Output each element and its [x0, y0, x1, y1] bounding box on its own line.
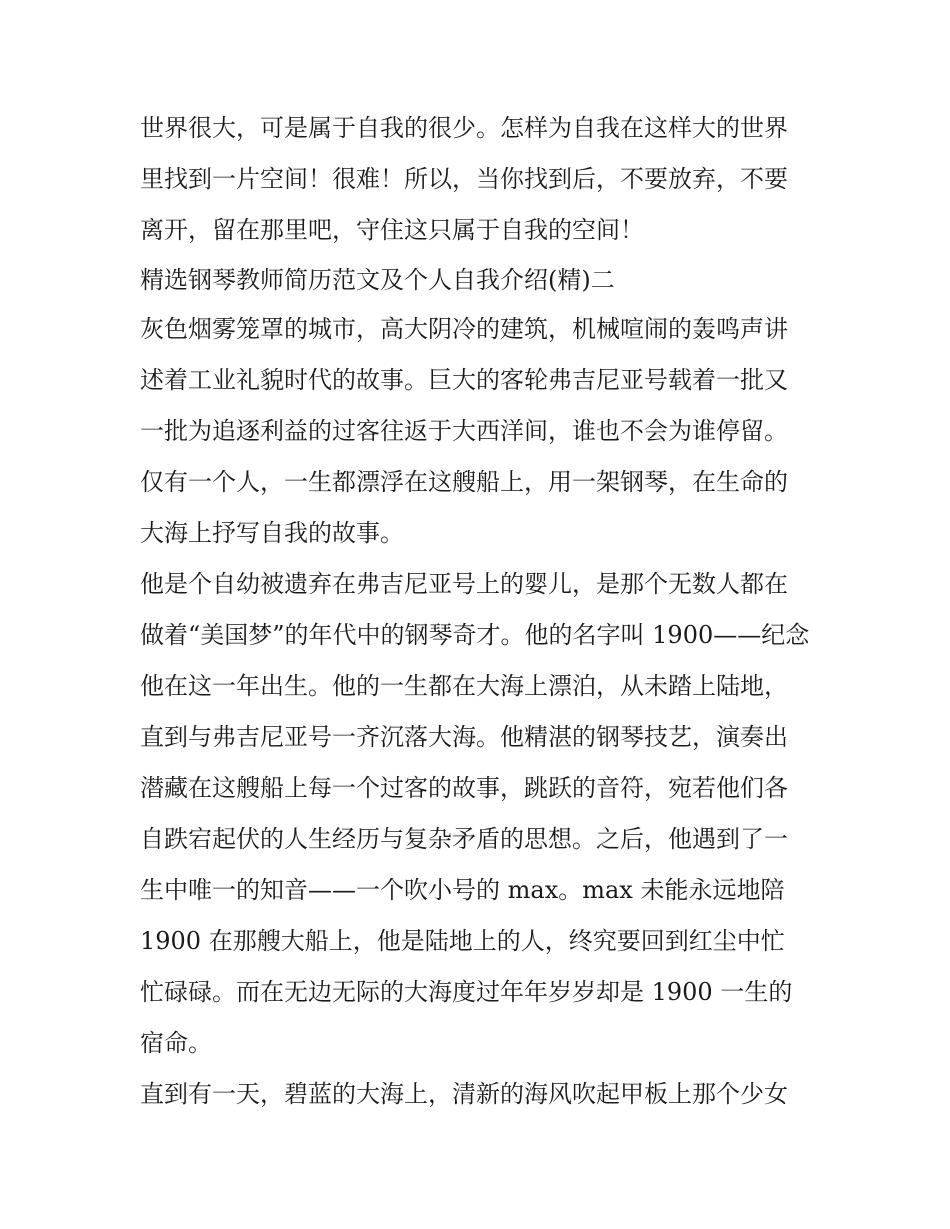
text-line: 宿命。	[140, 1029, 212, 1057]
document-body	[140, 103, 812, 1120]
text-line: 直到有一天，碧蓝的大海上，清新的海风吹起甲板上那个少女	[140, 1080, 788, 1108]
paragraph-2	[140, 304, 812, 559]
text-line: 述着工业礼貌时代的故事。巨大的客轮弗吉尼亚号载着一批又	[140, 366, 788, 394]
text-line: 灰色烟雾笼罩的城市，高大阴冷的建筑，机械喧闹的轰鸣声讲	[140, 315, 788, 343]
text-line: 他在这一年出生。他的一生都在大海上漂泊，从未踏上陆地，	[140, 672, 788, 700]
text-line: 1900 在那艘大船上，他是陆地上的人，终究要回到红尘中忙	[140, 927, 785, 955]
text-line: 直到与弗吉尼亚号一齐沉落大海。他精湛的钢琴技艺，演奏出	[140, 723, 788, 751]
paragraph-1	[140, 103, 812, 256]
text-line: 潜藏在这艘船上每一个过客的故事，跳跃的音符，宛若他们各	[140, 774, 788, 802]
text-line: 仅有一个人，一生都漂浮在这艘船上，用一架钢琴，在生命的	[140, 468, 788, 496]
paragraph-4	[140, 1069, 812, 1120]
section-heading	[140, 256, 812, 304]
text-line: 忙碌碌。而在无边无际的大海度过年年岁岁却是 1900 一生的	[140, 978, 793, 1006]
text-line: 他是个自幼被遗弃在弗吉尼亚号上的婴儿，是那个无数人都在	[140, 570, 788, 598]
text-line: 世界很大，可是属于自我的很少。怎样为自我在这样大的世界	[140, 114, 788, 142]
text-line: 一批为追逐利益的过客往返于大西洋间，谁也不会为谁停留。	[140, 417, 788, 445]
text-line: 大海上抒写自我的故事。	[140, 519, 404, 547]
text-line: 自跌宕起伏的人生经历与复杂矛盾的思想。之后，他遇到了一	[140, 825, 788, 853]
text-line: 生中唯一的知音——一个吹小号的 max。max 未能永远地陪	[140, 876, 785, 904]
text-line: 里找到一片空间！很难！所以，当你找到后，不要放弃，不要	[140, 165, 788, 193]
text-line: 离开，留在那里吧，守住这只属于自我的空间！	[140, 216, 644, 244]
text-line: 做着“美国梦”的年代中的钢琴奇才。他的名字叫 1900——纪念	[140, 621, 810, 649]
paragraph-3	[140, 559, 812, 1069]
heading-text: 精选钢琴教师简历范文及个人自我介绍(精)二	[140, 266, 615, 294]
